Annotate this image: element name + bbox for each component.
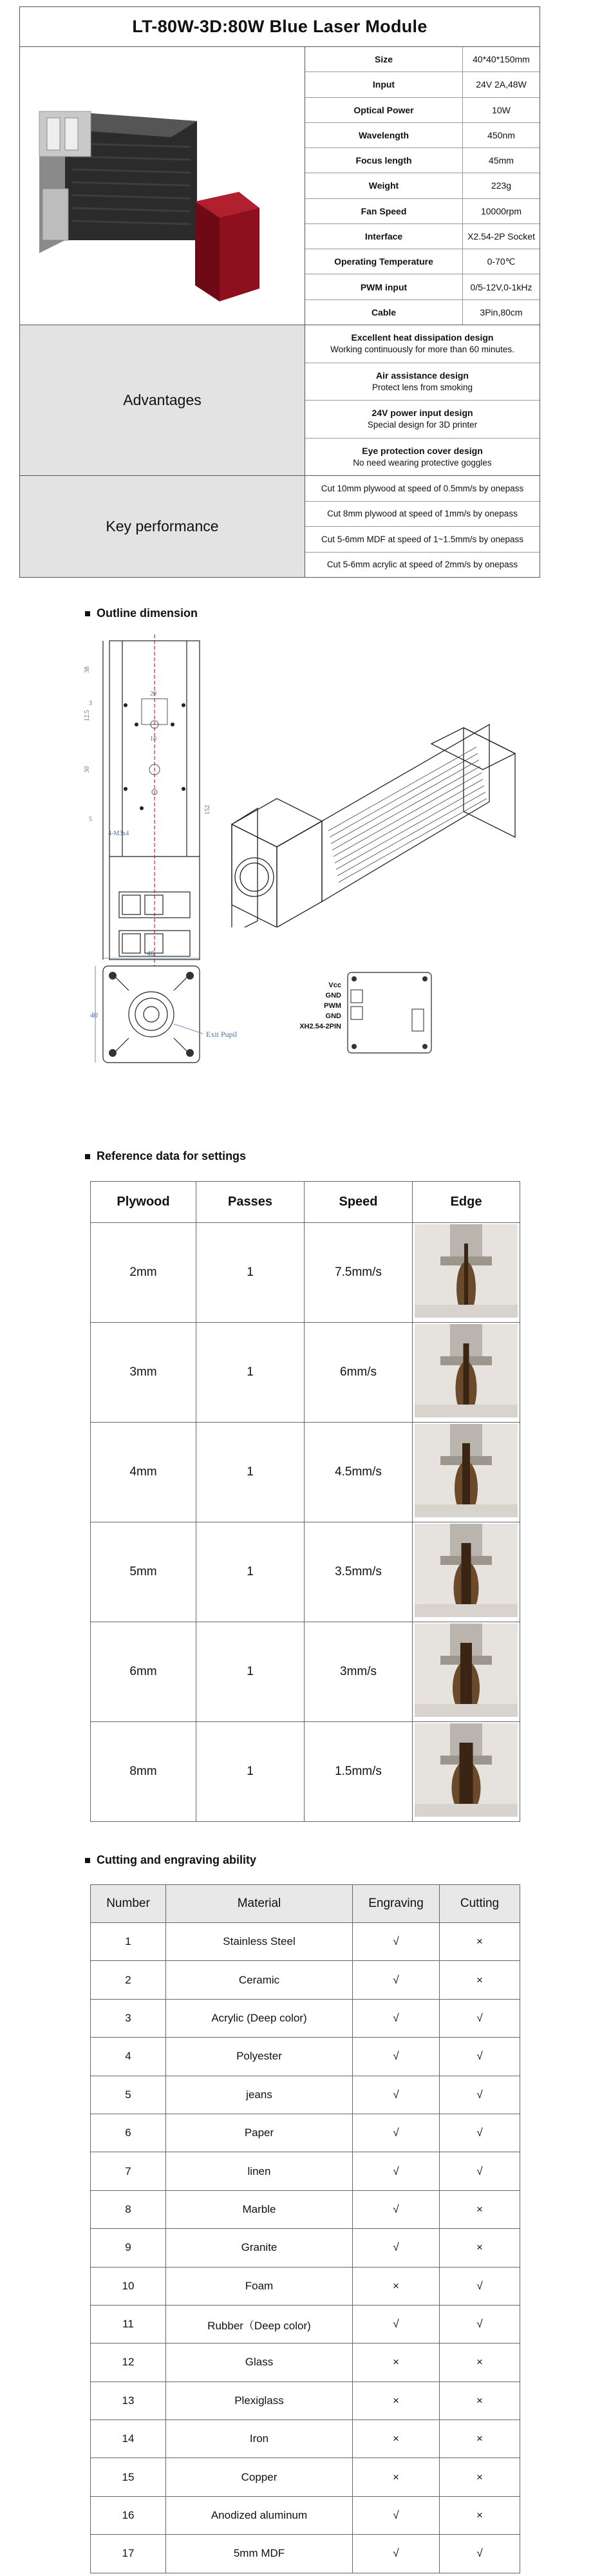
- settings-row: [91, 1722, 520, 1822]
- spec-value: X2.54-2P Socket: [467, 231, 535, 242]
- performance-label: Key performance: [20, 476, 305, 577]
- dim-40-top: 40: [147, 949, 155, 958]
- page-title: LT-80W-3D:80W Blue Laser Module: [20, 7, 540, 47]
- spec-row: [305, 249, 540, 274]
- ability-row: [91, 2229, 520, 2267]
- edge-photo-cell: [413, 1722, 520, 1822]
- advantage-title: Eye protection cover design: [362, 445, 483, 456]
- advantage-item: [305, 325, 540, 363]
- connector-type: XH2.54-2PIN: [299, 1023, 341, 1030]
- ability-cell-cutting: √: [440, 2305, 520, 2343]
- settings-cell-speed: 1.5mm/s: [305, 1722, 413, 1822]
- spec-value: 10W: [492, 104, 511, 115]
- ability-cell-number: 13: [91, 2382, 166, 2420]
- ability-cell-material: Plexiglass: [166, 2382, 353, 2420]
- settings-table: [90, 1181, 520, 1822]
- spec-key: Wavelength: [305, 123, 463, 147]
- ability-cell-engraving: ×: [353, 2267, 440, 2305]
- edge-photo-cell: [413, 1622, 520, 1722]
- ability-cell-number: 1: [91, 1923, 166, 1961]
- dim-4-m3x4: 4-M3x4: [108, 830, 129, 837]
- spec-key: PWM input: [305, 274, 463, 299]
- spec-key: Input: [305, 72, 463, 97]
- spec-value: 3Pin,80cm: [480, 307, 523, 317]
- settings-row: [91, 1223, 520, 1323]
- ability-cell-engraving: √: [353, 2190, 440, 2228]
- performance-item: Cut 5-6mm acrylic at speed of 2mm/s by onepass: [326, 560, 518, 570]
- ability-cell-cutting: √: [440, 1999, 520, 2037]
- performance-item: Cut 8mm plywood at speed of 1mm/s by onepass: [305, 502, 540, 527]
- ability-cell-engraving: √: [353, 2229, 440, 2267]
- ability-cell-engraving: √: [353, 1961, 440, 1999]
- ability-row: [91, 2152, 520, 2190]
- settings-cell-speed: 3mm/s: [305, 1622, 413, 1722]
- bullet-icon: [85, 1154, 90, 1159]
- performance-item: Cut 5-6mm MDF at speed of 1~1.5mm/s by onepass: [305, 527, 540, 553]
- spec-key: Weight: [305, 173, 463, 198]
- settings-cell-ply: 2mm: [91, 1223, 196, 1323]
- spec-row: [305, 300, 540, 325]
- spec-key: Fan Speed: [305, 199, 463, 223]
- ability-cell-number: 2: [91, 1961, 166, 1999]
- ability-cell-material: Iron: [166, 2420, 353, 2458]
- ability-heading: [85, 1853, 256, 1867]
- pin-pwm: PWM: [324, 1002, 341, 1010]
- spec-row: [305, 274, 540, 299]
- ability-row: [91, 1961, 520, 1999]
- edge-photo: [415, 1624, 518, 1717]
- side-view-drawing: [77, 634, 225, 969]
- ability-cell-material: Polyester: [166, 2038, 353, 2076]
- edge-photo-cell: [413, 1323, 520, 1423]
- spec-value: 223g: [491, 180, 512, 191]
- spec-value: 40*40*150mm: [473, 54, 530, 65]
- ability-cell-material: linen: [166, 2152, 353, 2190]
- spec-value: 24V 2A,48W: [476, 79, 527, 90]
- advantage-item: [305, 439, 540, 476]
- settings-heading-text: Reference data for settings: [97, 1150, 247, 1162]
- spec-value: 450nm: [487, 129, 515, 140]
- ability-cell-material: Rubber（Deep color): [166, 2305, 353, 2343]
- settings-header-row: [91, 1182, 520, 1223]
- outline-heading: [85, 607, 198, 620]
- laser-module-image: [20, 47, 305, 325]
- ability-cell-engraving: √: [353, 1923, 440, 1961]
- ability-row: [91, 2267, 520, 2305]
- ability-cell-cutting: ×: [440, 2229, 520, 2267]
- spec-row: [305, 72, 540, 97]
- ability-cell-cutting: ×: [440, 2458, 520, 2496]
- ability-header-row: [91, 1885, 520, 1923]
- settings-row: [91, 1423, 520, 1522]
- ability-cell-cutting: ×: [440, 2496, 520, 2534]
- advantage-desc: Protect lens from smoking: [371, 382, 473, 392]
- ability-row: [91, 1999, 520, 2037]
- spec-key: Focus length: [305, 148, 463, 173]
- settings-cell-passes: 1: [196, 1622, 305, 1722]
- ability-cell-engraving: √: [353, 2114, 440, 2152]
- ability-cell-number: 7: [91, 2152, 166, 2190]
- settings-heading: [85, 1150, 246, 1163]
- performance-item: Cut 10mm plywood at speed of 0.5mm/s by onepass: [305, 476, 540, 502]
- edge-photo-cell: [413, 1423, 520, 1522]
- ability-cell-material: Anodized aluminum: [166, 2496, 353, 2534]
- spec-value: 10000rpm: [480, 205, 522, 216]
- ability-cell-engraving: ×: [353, 2420, 440, 2458]
- performance-band: [20, 476, 540, 577]
- ability-cell-number: 12: [91, 2344, 166, 2382]
- ability-cell-number: 9: [91, 2229, 166, 2267]
- settings-cell-ply: 4mm: [91, 1423, 196, 1522]
- advantage-item: [305, 363, 540, 401]
- spec-value: 45mm: [489, 155, 514, 166]
- pin-gnd-1: GND: [325, 992, 341, 999]
- dim-3: 3: [89, 700, 92, 707]
- ability-row: [91, 1923, 520, 1961]
- spec-row: [305, 199, 540, 224]
- edge-photo: [415, 1324, 518, 1417]
- settings-row: [91, 1323, 520, 1423]
- settings-cell-speed: 6mm/s: [305, 1323, 413, 1423]
- bottom-view-drawing: [90, 947, 258, 1075]
- edge-photo: [415, 1424, 518, 1517]
- isometric-drawing: [219, 708, 528, 927]
- col-cutting: Cutting: [440, 1885, 520, 1923]
- ability-cell-cutting: ×: [440, 2420, 520, 2458]
- edge-photo: [415, 1524, 518, 1617]
- ability-cell-cutting: √: [440, 2267, 520, 2305]
- spec-row: [305, 47, 540, 72]
- bullet-icon: [85, 611, 90, 616]
- ability-cell-material: Stainless Steel: [166, 1923, 353, 1961]
- col-material: Material: [166, 1885, 353, 1923]
- spec-key: Cable: [305, 300, 463, 325]
- ability-cell-engraving: ×: [353, 2382, 440, 2420]
- pin-vcc: Vcc: [328, 981, 341, 989]
- ability-row: [91, 2382, 520, 2420]
- ability-cell-engraving: √: [353, 2076, 440, 2114]
- spec-row: [305, 224, 540, 249]
- settings-cell-speed: 3.5mm/s: [305, 1522, 413, 1622]
- col-speed: Speed: [305, 1182, 413, 1223]
- advantages-list: [305, 325, 540, 475]
- ability-row: [91, 2535, 520, 2573]
- dim-10: 10: [150, 735, 156, 743]
- spec-table: [305, 47, 540, 325]
- ability-cell-engraving: √: [353, 1999, 440, 2037]
- col-passes: Passes: [196, 1182, 305, 1223]
- dim-38: 38: [84, 667, 91, 673]
- advantage-item: [305, 401, 540, 439]
- ability-cell-material: Granite: [166, 2229, 353, 2267]
- exit-pupil-label: Exit Pupil: [206, 1030, 238, 1039]
- ability-cell-engraving: √: [353, 2535, 440, 2573]
- col-edge: Edge: [413, 1182, 520, 1223]
- advantage-desc: Working continuously for more than 60 minutes.: [330, 345, 514, 355]
- advantages-label: Advantages: [20, 325, 305, 475]
- dim-12-5: 12.5: [84, 710, 91, 721]
- ability-cell-engraving: ×: [353, 2458, 440, 2496]
- advantage-title: Air assistance design: [376, 370, 469, 381]
- ability-row: [91, 2344, 520, 2382]
- settings-cell-speed: 7.5mm/s: [305, 1223, 413, 1323]
- settings-cell-passes: 1: [196, 1722, 305, 1822]
- ability-cell-number: 14: [91, 2420, 166, 2458]
- settings-cell-passes: 1: [196, 1323, 305, 1423]
- settings-row: [91, 1522, 520, 1622]
- settings-cell-ply: 3mm: [91, 1323, 196, 1423]
- ability-cell-number: 5: [91, 2076, 166, 2114]
- ability-cell-engraving: √: [353, 2305, 440, 2343]
- edge-photo-cell: [413, 1223, 520, 1323]
- ability-cell-number: 15: [91, 2458, 166, 2496]
- performance-list: [305, 476, 540, 577]
- settings-cell-passes: 1: [196, 1522, 305, 1622]
- ability-cell-material: Marble: [166, 2190, 353, 2228]
- pin-gnd-2: GND: [325, 1012, 341, 1020]
- ability-cell-cutting: √: [440, 2076, 520, 2114]
- edge-photo: [415, 1224, 518, 1318]
- advantage-desc: Special design for 3D printer: [367, 420, 478, 430]
- ability-cell-engraving: √: [353, 2152, 440, 2190]
- spec-sheet: [19, 6, 540, 578]
- ability-row: [91, 2305, 520, 2343]
- spec-key: Operating Temperature: [305, 249, 463, 274]
- ability-cell-material: Glass: [166, 2344, 353, 2382]
- spec-row: [305, 173, 540, 198]
- advantage-title: Excellent heat dissipation design: [351, 332, 494, 343]
- ability-row: [91, 2038, 520, 2076]
- ability-cell-material: Acrylic (Deep color): [166, 1999, 353, 2037]
- ability-row: [91, 2458, 520, 2496]
- ability-cell-number: 3: [91, 1999, 166, 2037]
- ability-table: [90, 1884, 520, 2573]
- ability-row: [91, 2420, 520, 2458]
- col-number: Number: [91, 1885, 166, 1923]
- ability-cell-material: Paper: [166, 2114, 353, 2152]
- spec-key: Size: [305, 47, 463, 71]
- ability-cell-number: 6: [91, 2114, 166, 2152]
- ability-row: [91, 2190, 520, 2228]
- ability-cell-number: 8: [91, 2190, 166, 2228]
- ability-cell-number: 10: [91, 2267, 166, 2305]
- col-engraving: Engraving: [353, 1885, 440, 1923]
- product-photo: [20, 47, 305, 325]
- connector-drawing: [283, 969, 451, 1059]
- ability-cell-material: Copper: [166, 2458, 353, 2496]
- ability-cell-cutting: √: [440, 2038, 520, 2076]
- spec-top: [20, 47, 540, 325]
- ability-cell-cutting: √: [440, 2114, 520, 2152]
- advantage-desc: No need wearing protective goggles: [353, 457, 492, 468]
- ability-cell-material: jeans: [166, 2076, 353, 2114]
- ability-row: [91, 2496, 520, 2534]
- settings-row: [91, 1622, 520, 1722]
- dim-30: 30: [84, 766, 91, 773]
- settings-cell-passes: 1: [196, 1423, 305, 1522]
- ability-cell-cutting: ×: [440, 2382, 520, 2420]
- dim-152: 152: [204, 805, 211, 815]
- ability-cell-number: 17: [91, 2535, 166, 2573]
- ability-heading-text: Cutting and engraving ability: [97, 1853, 257, 1866]
- settings-cell-ply: 6mm: [91, 1622, 196, 1722]
- ability-cell-material: Ceramic: [166, 1961, 353, 1999]
- spec-row: [305, 148, 540, 173]
- advantages-band: [20, 325, 540, 476]
- dim-5: 5: [89, 816, 92, 823]
- settings-cell-speed: 4.5mm/s: [305, 1423, 413, 1522]
- dim-40-side: 40: [90, 1010, 98, 1019]
- spec-key: Interface: [305, 224, 463, 249]
- spec-value: 0-70℃: [487, 256, 516, 267]
- ability-cell-cutting: ×: [440, 2190, 520, 2228]
- ability-cell-cutting: ×: [440, 1923, 520, 1961]
- ability-cell-cutting: √: [440, 2152, 520, 2190]
- outline-heading-text: Outline dimension: [97, 607, 198, 620]
- ability-cell-number: 11: [91, 2305, 166, 2343]
- bullet-icon: [85, 1858, 90, 1863]
- ability-cell-material: 5mm MDF: [166, 2535, 353, 2573]
- ability-cell-engraving: √: [353, 2038, 440, 2076]
- ability-row: [91, 2076, 520, 2114]
- ability-cell-cutting: √: [440, 2535, 520, 2573]
- ability-row: [91, 2114, 520, 2152]
- ability-cell-engraving: ×: [353, 2344, 440, 2382]
- dim-20: 20: [150, 690, 156, 697]
- ability-cell-number: 16: [91, 2496, 166, 2534]
- advantage-title: 24V power input design: [371, 408, 473, 419]
- ability-cell-cutting: ×: [440, 2344, 520, 2382]
- ability-cell-material: Foam: [166, 2267, 353, 2305]
- ability-cell-cutting: ×: [440, 1961, 520, 1999]
- spec-row: [305, 123, 540, 148]
- settings-cell-passes: 1: [196, 1223, 305, 1323]
- settings-cell-ply: 8mm: [91, 1722, 196, 1822]
- ability-cell-number: 4: [91, 2038, 166, 2076]
- ability-cell-engraving: √: [353, 2496, 440, 2534]
- edge-photo: [415, 1723, 518, 1817]
- spec-row: [305, 98, 540, 123]
- spec-value: 0/5-12V,0-1kHz: [470, 281, 532, 292]
- col-plywood: Plywood: [91, 1182, 196, 1223]
- spec-key: Optical Power: [305, 98, 463, 122]
- edge-photo-cell: [413, 1522, 520, 1622]
- settings-cell-ply: 5mm: [91, 1522, 196, 1622]
